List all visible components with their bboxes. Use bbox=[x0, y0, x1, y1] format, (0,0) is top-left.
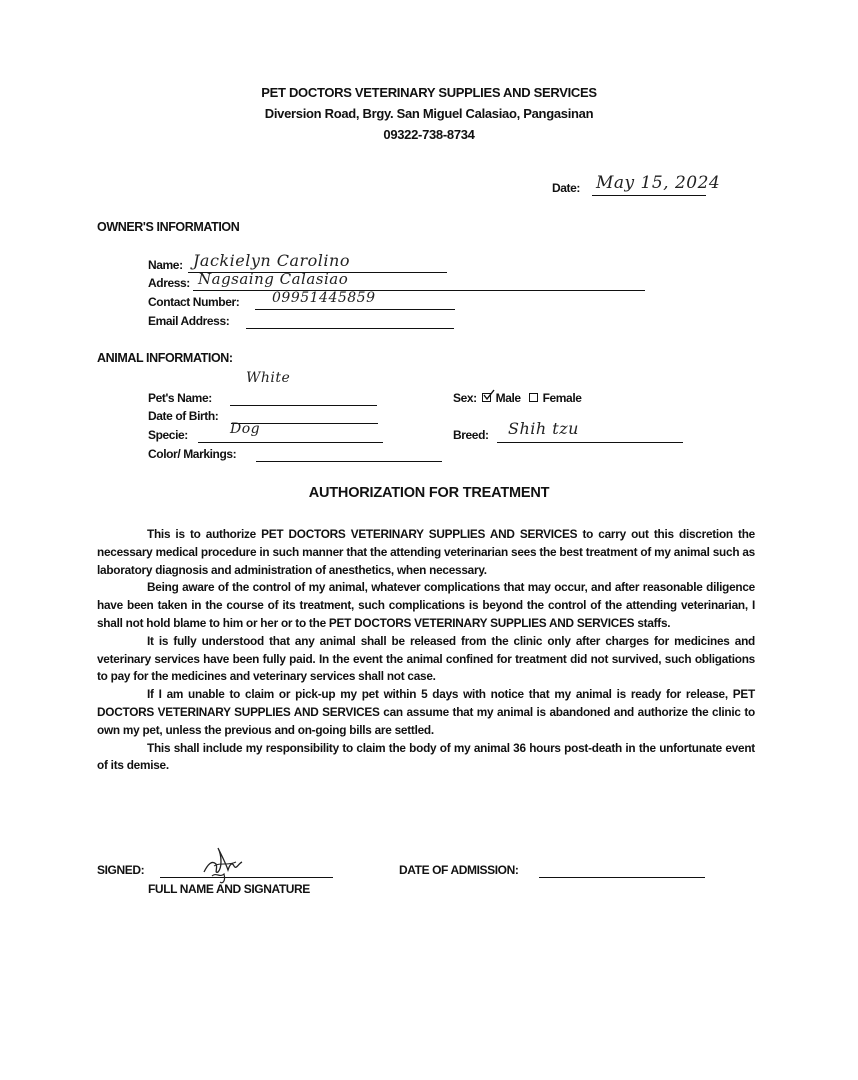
signed-label: SIGNED: bbox=[97, 863, 145, 877]
authorization-paragraph: If I am unable to claim or pick-up my pet within 5 days with notice that my animal is ready for release, PET DOCTORS VETERINARY SUPPLIES AND SERVICES can assume that my animal is abandoned and authorize the clinic to own my pet, unless the previous and on-going bills are settled. bbox=[97, 687, 755, 737]
owner-contact-label: Contact Number: bbox=[148, 295, 240, 309]
owner-contact-value: 09951445859 bbox=[272, 290, 376, 306]
owner-name-value: Jackielyn Carolino bbox=[193, 251, 350, 270]
breed-value: Shih tzu bbox=[508, 419, 579, 438]
date-line bbox=[592, 195, 706, 196]
authorization-paragraph: Being aware of the control of my animal, whatever complications that may occur, and after reasonable diligence have been taken in the course of its treatment, such complications is beyond the control of the attending veterinarian, I shall not hold blame to him or her or to the PET DOCTORS VETERINARY SUPPLIES AND SERVICES staffs. bbox=[97, 580, 755, 630]
owner-section-title: OWNER'S INFORMATION bbox=[97, 220, 240, 234]
date-label: Date: bbox=[552, 181, 581, 195]
female-checkbox[interactable] bbox=[529, 393, 538, 402]
specie-label: Specie: bbox=[148, 428, 188, 442]
authorization-body bbox=[97, 526, 755, 775]
authorization-paragraph: It is fully understood that any animal shall be released from the clinic only after charges for medicines and veterinary services have been fully paid. In the event the animal confined for treatment did not survived, such obligations to pay for the medicines and veterinary services shall not case. bbox=[97, 633, 755, 684]
sex-male-label: Male bbox=[495, 391, 521, 405]
checkmark-icon bbox=[483, 389, 495, 401]
owner-address-label: Adress: bbox=[148, 276, 190, 290]
authorization-title: AUTHORIZATION FOR TREATMENT bbox=[308, 485, 550, 501]
specie-value: Dog bbox=[230, 421, 261, 437]
dob-label: Date of Birth: bbox=[148, 409, 219, 423]
business-name: PET DOCTORS VETERINARY SUPPLIES AND SERVICES bbox=[261, 85, 597, 100]
breed-line bbox=[497, 442, 683, 443]
business-phone: 09322-738-8734 bbox=[383, 127, 475, 142]
sex-label: Sex: bbox=[453, 391, 477, 405]
handwritten-signature bbox=[198, 842, 248, 886]
male-checkbox[interactable] bbox=[480, 391, 493, 405]
owner-name-label: Name: bbox=[148, 258, 183, 272]
color-label: Color/ Markings: bbox=[148, 447, 237, 461]
owner-address-line bbox=[193, 290, 645, 291]
color-line bbox=[256, 461, 442, 462]
document-header bbox=[0, 82, 858, 145]
admission-date-label: DATE OF ADMISSION: bbox=[399, 863, 519, 877]
date-value: May 15, 2024 bbox=[596, 173, 721, 193]
specie-line bbox=[198, 442, 383, 443]
owner-email-line bbox=[246, 328, 454, 329]
sex-field bbox=[453, 391, 582, 405]
authorization-paragraph: This shall include my responsibility to claim the body of my animal 36 hours post-death in the unfortunate event of its demise. bbox=[97, 740, 755, 773]
owner-address-value: Nagsaing Calasiao bbox=[198, 270, 349, 288]
owner-contact-line bbox=[255, 309, 455, 310]
breed-label: Breed: bbox=[453, 428, 489, 442]
admission-date-line bbox=[539, 877, 705, 878]
animal-section-title: ANIMAL INFORMATION: bbox=[97, 351, 233, 365]
sex-female-label: Female bbox=[542, 391, 582, 405]
pet-name-label: Pet's Name: bbox=[148, 391, 212, 405]
full-name-signature-label: FULL NAME AND SIGNATURE bbox=[148, 882, 310, 896]
owner-email-label: Email Address: bbox=[148, 314, 230, 328]
business-address: Diversion Road, Brgy. San Miguel Calasiao, Pangasinan bbox=[264, 106, 594, 121]
pet-name-value: White bbox=[246, 370, 291, 386]
authorization-paragraph: This is to authorize PET DOCTORS VETERINARY SUPPLIES AND SERVICES to carry out this discretion the necessary medical procedure in such manner that the attending veterinarian sees the best treatment of my animal such as laboratory diagnosis and administration of anesthetics, when necessary. bbox=[97, 527, 755, 577]
pet-name-line bbox=[230, 405, 377, 406]
